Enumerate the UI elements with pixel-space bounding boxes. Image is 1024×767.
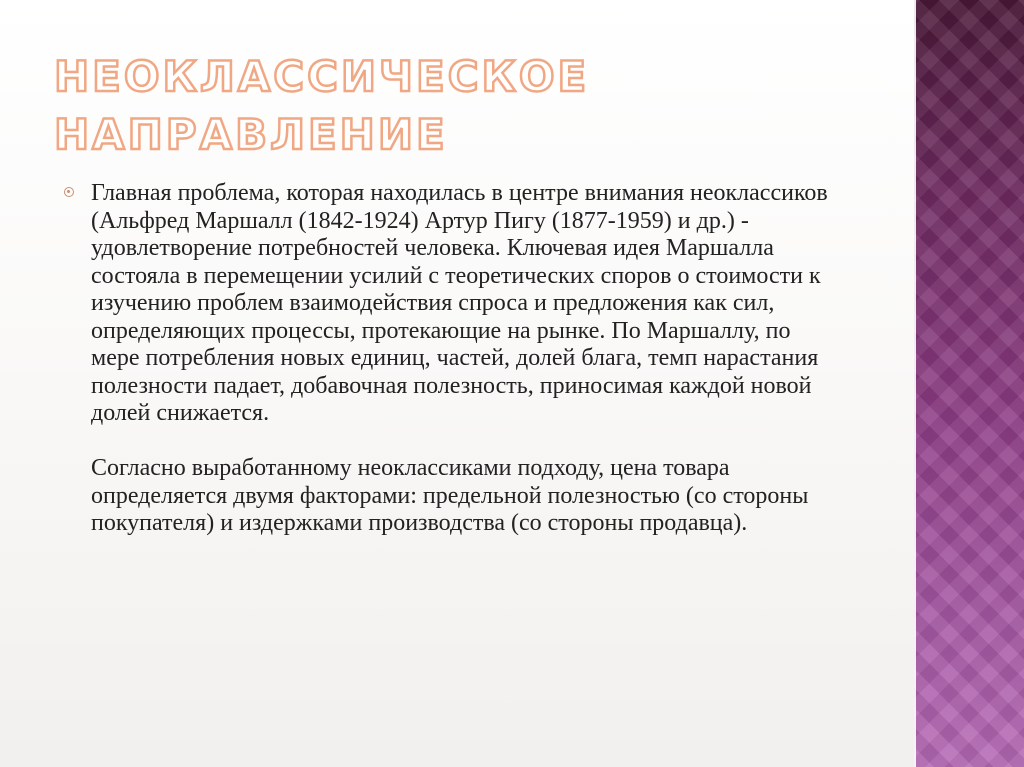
paragraph-price: Согласно выработанному неоклассиками подходу, цена товара определяется двумя факторами: предельной полезностью (со стороны покупателя) и издержками производства (со стороны продавца). bbox=[91, 455, 809, 536]
side-band-divider bbox=[914, 0, 916, 767]
circle-bullet-icon bbox=[64, 187, 74, 197]
side-decorative-band bbox=[914, 0, 1024, 767]
paragraph-main: Главная проблема, которая находилась в центре внимания неоклассиков (Альфред Маршалл (1842-1924) Артур Пигу (1877-1959) и др.) - удовлетворение потребностей человека. Ключевая идея Маршалла состояла в перемещении усилий с теоретических споров о стоимости к изучению проблем взаимодействия спроса и предложения как сил, определяющих процессы, протекающие на рынке. По Маршаллу, по мере потребления новых единиц, частей, долей блага, темп нарастания полезности падает, добавочная полезность, приносимая каждой новой долей снижается. bbox=[91, 180, 828, 426]
bullet-text bbox=[91, 180, 844, 538]
slide-title: НЕОКЛАССИЧЕСКОЕ НАПРАВЛЕНИЕ bbox=[54, 52, 590, 159]
slide-body bbox=[64, 180, 844, 538]
